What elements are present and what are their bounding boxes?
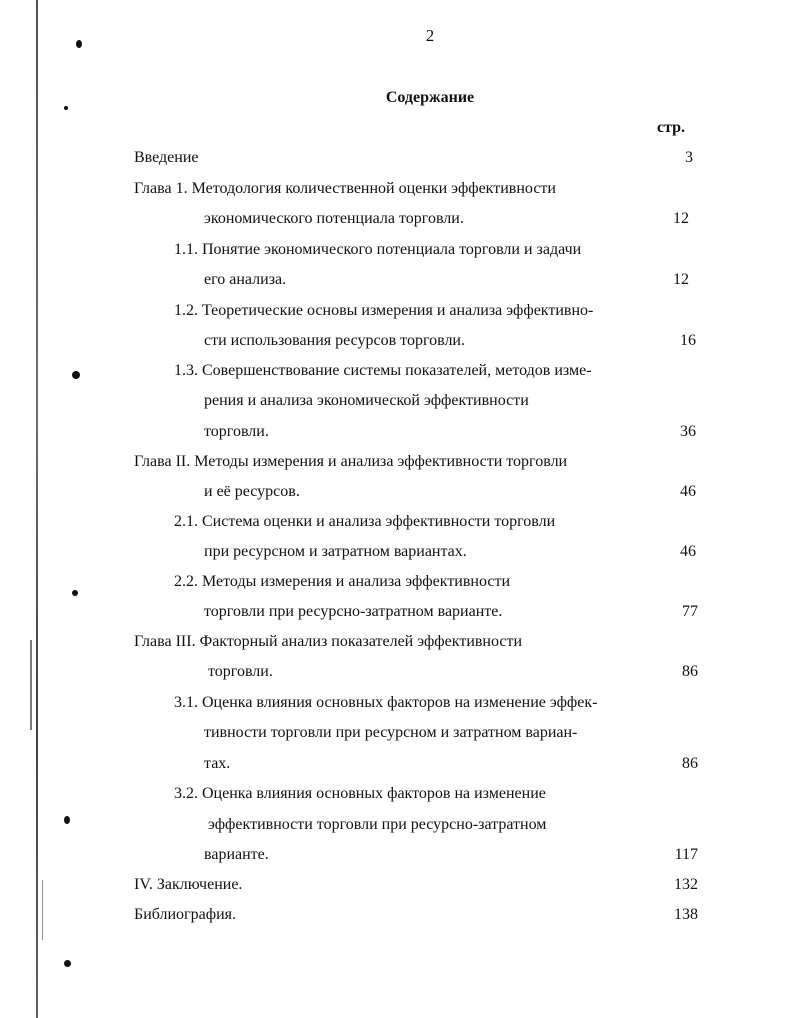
toc-line: Библиография. (134, 906, 236, 923)
toc-line: 2.2. Методы измерения и анализа эффективности (174, 573, 511, 590)
toc-line: торговли. (208, 663, 273, 680)
scan-speck (64, 816, 70, 824)
toc-page-number: 77 (682, 603, 698, 620)
toc-page-number: 3 (685, 149, 693, 166)
toc-page-number: 132 (674, 876, 698, 893)
toc-line: экономического потенциала торговли. (204, 210, 464, 227)
toc-line: при ресурсном и затратном вариантах. (204, 543, 467, 560)
toc-page-number: 138 (674, 906, 698, 923)
toc-line: торговли при ресурсно-затратном варианте. (204, 603, 503, 620)
toc-page-number: 86 (682, 663, 698, 680)
toc-line: IV. Заключение. (134, 876, 243, 893)
scan-streak (42, 880, 43, 940)
scan-speck (72, 590, 78, 596)
toc-line: 1.1. Понятие экономического потенциала торговли и задачи (174, 241, 582, 258)
toc-line: Глава III. Факторный анализ показателей эффективности (134, 633, 523, 650)
toc-page-number: 36 (680, 423, 696, 440)
toc-line: тах. (204, 755, 231, 772)
toc-page-number: 46 (680, 483, 696, 500)
toc-page-number: 12 (673, 271, 689, 288)
scan-speck (64, 960, 71, 967)
toc-line: Глава II. Методы измерения и анализа эффективности торговли (134, 453, 568, 470)
toc-line: торговли. (204, 423, 269, 440)
toc-line: его анализа. (204, 271, 287, 288)
toc-line: сти использования ресурсов торговли. (204, 332, 465, 349)
page-title: Содержание (385, 89, 475, 106)
toc-line: 3.2. Оценка влияния основных факторов на изменение (174, 785, 546, 802)
toc-line: и её ресурсов. (204, 483, 300, 500)
toc-page-number: 117 (674, 846, 698, 863)
toc-line: Введение (134, 149, 199, 166)
toc-line: Глава 1. Методология количественной оценки эффективности (134, 180, 556, 197)
toc-line: тивности торговли при ресурсном и затратном вариан- (204, 724, 578, 741)
page-number: 2 (425, 26, 435, 45)
toc-line: 3.1. Оценка влияния основных факторов на изменение эффек- (174, 694, 598, 711)
toc-line: 1.2. Теоретические основы измерения и анализа эффективно- (174, 302, 594, 319)
scan-speck (72, 371, 80, 379)
toc-page-number: 46 (680, 543, 696, 560)
scan-streak (30, 640, 32, 730)
page-column-header: стр. (656, 119, 685, 136)
scan-edge-artifact (36, 0, 38, 1018)
toc-line: 2.1. Система оценки и анализа эффективности торговли (174, 513, 556, 530)
toc-line: варианте. (204, 846, 269, 863)
toc-page-number: 16 (680, 332, 696, 349)
toc-page-number: 86 (682, 755, 698, 772)
toc-line: эффективности торговли при ресурсно-затратном (208, 816, 547, 833)
toc-line: 1.3. Совершенствование системы показателей, методов изме- (174, 362, 592, 379)
toc-line: рения и анализа экономической эффективности (204, 392, 529, 409)
toc-page-number: 12 (673, 210, 689, 227)
